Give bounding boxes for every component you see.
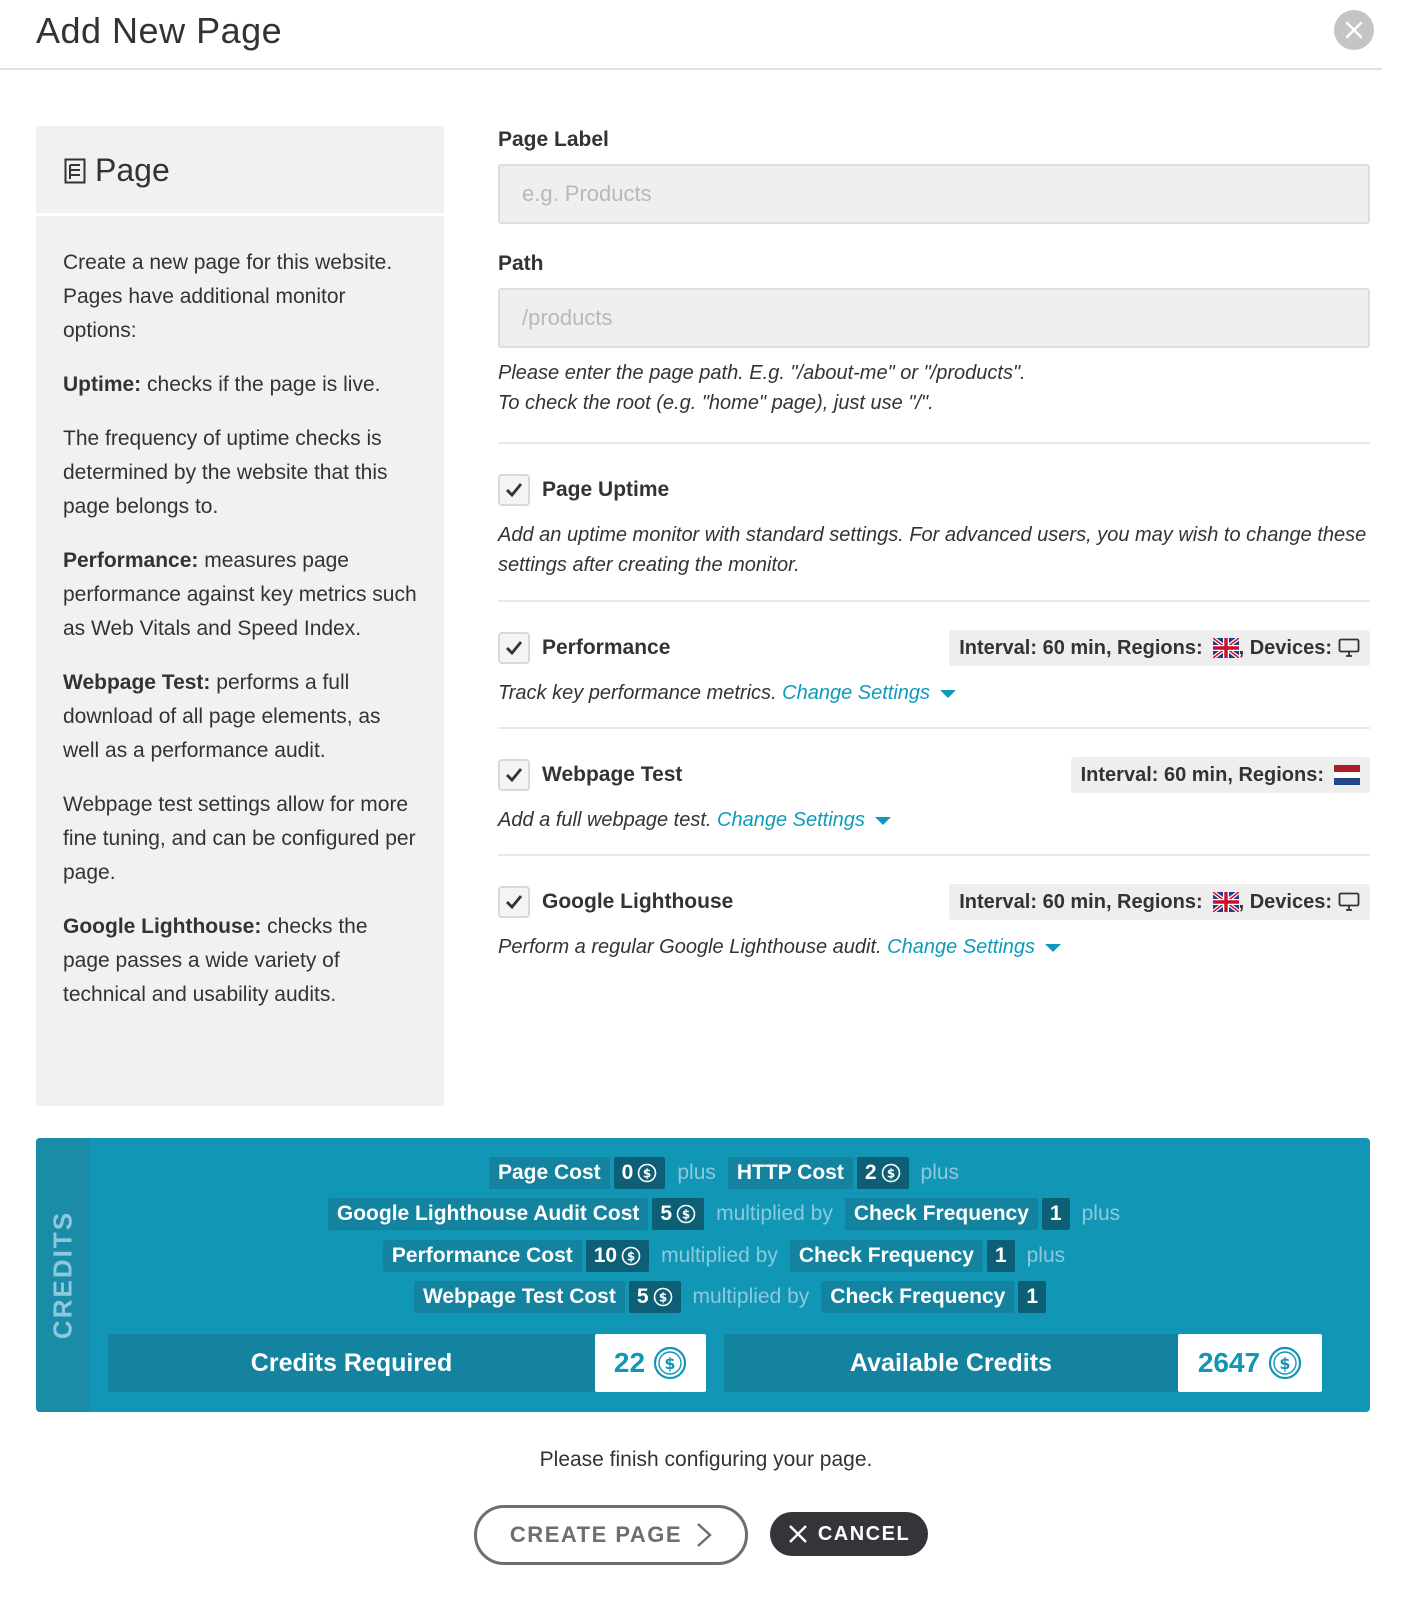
- sidebar-lighthouse: [63, 910, 418, 1012]
- credits-required-number: 22: [613, 1347, 646, 1378]
- close-icon: [1344, 20, 1364, 40]
- create-page-label: CREATE PAGE: [509, 1522, 683, 1547]
- lighthouse-frequency-value: 1: [1042, 1198, 1070, 1230]
- svg-text:$: $: [664, 1354, 676, 1373]
- info-sidebar: [36, 126, 444, 1106]
- webpage-test-interval: Interval: 60 min, Regions:: [1080, 763, 1324, 786]
- uptime-text: checks if the page is live.: [147, 373, 381, 396]
- performance-description: [498, 678, 1370, 708]
- coin-icon: [653, 1346, 687, 1380]
- lighthouse-row: [498, 882, 1370, 922]
- lighthouse-change-settings-link[interactable]: [887, 936, 1061, 958]
- performance-cost-number: 10: [593, 1244, 618, 1267]
- credits-required-label: Credits Required: [250, 1348, 453, 1377]
- sidebar-frequency: The frequency of uptime checks is determined by the website that this page belongs to.: [63, 427, 388, 518]
- path-help-line1: Please enter the page path. E.g. "/about-me" or "/products".: [498, 362, 1026, 384]
- uptime-checkbox[interactable]: [498, 474, 530, 506]
- performance-cost-label: Performance Cost: [383, 1240, 582, 1272]
- lighthouse-description: [498, 932, 1370, 962]
- check-icon: [505, 482, 523, 498]
- lighthouse-label: Google Lighthouse: [542, 890, 734, 913]
- performance-devices: , Devices:: [1238, 636, 1332, 659]
- multiplied-by-operator: multiplied by: [692, 1285, 810, 1308]
- uptime-description: Add an uptime monitor with standard settings. For advanced users, you may wish to change these settings after creating the monitor.: [498, 524, 1367, 576]
- lighthouse-cost-value: [652, 1198, 704, 1230]
- status-message: Please finish configuring your page.: [539, 1448, 873, 1471]
- available-credits-number: 2647: [1197, 1347, 1261, 1378]
- lighthouse-description-text: Perform a regular Google Lighthouse audit.: [498, 936, 882, 958]
- close-button[interactable]: [1334, 10, 1374, 50]
- page-form: [498, 126, 1370, 981]
- performance-change-settings-label: Change Settings: [782, 682, 931, 704]
- performance-checkbox[interactable]: [498, 632, 530, 664]
- webpage-test-checkbox[interactable]: [498, 759, 530, 791]
- available-credits-label: Available Credits: [850, 1348, 1052, 1377]
- lighthouse-section: [498, 854, 1370, 981]
- performance-cost-value: [586, 1240, 649, 1272]
- path-help: [498, 358, 1370, 418]
- desktop-icon: [1338, 892, 1360, 912]
- credits-tab-label: CREDITS: [47, 1210, 78, 1340]
- uptime-row: [498, 470, 1370, 510]
- caret-down-icon: [875, 817, 891, 825]
- performance-interval: Interval: 60 min, Regions:: [959, 636, 1203, 659]
- lighthouse-interval-badge: [949, 884, 1370, 920]
- lighthouse-text: checks the page passes a wide variety of technical and usability audits.: [63, 915, 368, 1006]
- path-input[interactable]: [498, 288, 1370, 348]
- svg-text:$: $: [1279, 1354, 1291, 1373]
- netherlands-flag-icon: [1334, 765, 1360, 785]
- webpage-cost-value: [629, 1281, 681, 1313]
- performance-section: [498, 600, 1370, 727]
- chevron-right-icon: [696, 1522, 712, 1548]
- lighthouse-devices: , Devices:: [1238, 890, 1332, 913]
- sidebar-intro: Create a new page for this website. Pages have additional monitor options:: [63, 251, 393, 342]
- svg-text:$: $: [626, 1249, 636, 1264]
- uk-flag-icon: [1213, 892, 1239, 912]
- available-credits-value: [1178, 1334, 1322, 1392]
- svg-text:$: $: [643, 1166, 652, 1181]
- check-icon: [505, 894, 523, 910]
- coin-icon: [881, 1163, 901, 1183]
- credits-required-value: [595, 1334, 706, 1392]
- plus-operator: plus: [1081, 1202, 1121, 1225]
- credits-row-1: [90, 1157, 1370, 1189]
- performance-label: Performance: [542, 636, 671, 659]
- performance-term: Performance:: [63, 549, 199, 572]
- sidebar-header: [36, 126, 444, 216]
- http-cost-label: HTTP Cost: [728, 1157, 853, 1189]
- sidebar-webpage-settings: Webpage test settings allow for more fine tuning, and can be configured per page.: [63, 793, 416, 884]
- sidebar-performance: [63, 544, 418, 646]
- caret-down-icon: [1045, 944, 1061, 952]
- path-label: Path: [498, 252, 544, 275]
- coin-icon: [653, 1287, 673, 1307]
- uptime-term: Uptime:: [63, 373, 142, 396]
- cancel-button[interactable]: [770, 1512, 928, 1556]
- check-frequency-label: Check Frequency: [821, 1281, 1014, 1313]
- credits-row-4: [90, 1281, 1370, 1313]
- page-icon: [64, 158, 86, 184]
- multiplied-by-operator: multiplied by: [661, 1244, 778, 1267]
- svg-text:$: $: [681, 1207, 691, 1222]
- modal-title: Add New Page: [36, 10, 283, 51]
- lighthouse-interval: Interval: 60 min, Regions:: [959, 890, 1203, 913]
- plus-operator: plus: [677, 1161, 716, 1184]
- webpage-test-section: [498, 727, 1370, 854]
- uptime-section: [498, 442, 1370, 600]
- webpage-test-row: [498, 755, 1370, 795]
- credits-required-bar: [108, 1334, 706, 1392]
- check-icon: [505, 640, 523, 656]
- webpage-frequency-value: 1: [1018, 1281, 1046, 1313]
- page-label-input[interactable]: [498, 164, 1370, 224]
- sidebar-uptime: [63, 368, 418, 402]
- performance-row: [498, 628, 1370, 668]
- webpage-test-change-settings-label: Change Settings: [717, 809, 865, 831]
- credits-tab: [36, 1138, 90, 1412]
- performance-change-settings-link[interactable]: [782, 682, 956, 704]
- webpage-test-description-text: Add a full webpage test.: [498, 809, 712, 831]
- svg-text:$: $: [658, 1290, 667, 1305]
- sidebar-body: [36, 216, 444, 1012]
- webpage-text: performs a full download of all page elements, as well as a performance audit.: [63, 671, 381, 762]
- caret-down-icon: [940, 690, 956, 698]
- coin-icon: [676, 1204, 696, 1224]
- credits-row-2: [90, 1198, 1370, 1230]
- page-label-label: Page Label: [498, 128, 609, 151]
- webpage-test-interval-badge: [1071, 757, 1370, 793]
- page-cost-label: Page Cost: [489, 1157, 610, 1189]
- sidebar-heading: Page: [95, 152, 170, 188]
- check-frequency-label: Check Frequency: [845, 1198, 1038, 1230]
- webpage-cost-label: Webpage Test Cost: [414, 1281, 625, 1313]
- desktop-icon: [1338, 638, 1360, 658]
- cancel-label: CANCEL: [817, 1522, 911, 1545]
- uptime-label: Page Uptime: [542, 478, 670, 501]
- create-page-button[interactable]: [474, 1505, 748, 1565]
- path-help-line2: To check the root (e.g. "home" page), just use "/".: [498, 392, 934, 414]
- performance-description-text: Track key performance metrics.: [498, 682, 777, 704]
- page-cost-number: 0: [621, 1161, 634, 1184]
- page-cost-value: [614, 1157, 666, 1189]
- multiplied-by-operator: multiplied by: [716, 1202, 833, 1225]
- performance-frequency-value: 1: [987, 1240, 1015, 1272]
- webpage-test-change-settings-link[interactable]: [717, 809, 891, 831]
- coin-icon: [637, 1163, 657, 1183]
- plus-operator: plus: [920, 1161, 960, 1184]
- lighthouse-cost-number: 5: [660, 1202, 673, 1225]
- credits-row-3: [90, 1240, 1370, 1272]
- coin-icon: [1268, 1346, 1302, 1380]
- lighthouse-cost-label: Google Lighthouse Audit Cost: [328, 1198, 649, 1230]
- check-frequency-label: Check Frequency: [790, 1240, 983, 1272]
- performance-interval-badge: [949, 630, 1370, 666]
- lighthouse-checkbox[interactable]: [498, 886, 530, 918]
- modal-header: [0, 0, 1382, 70]
- http-cost-number: 2: [864, 1161, 877, 1184]
- svg-text:$: $: [886, 1166, 895, 1181]
- webpage-test-description: [498, 805, 1370, 835]
- webpage-test-label: Webpage Test: [542, 763, 683, 786]
- sidebar-webpage: [63, 666, 418, 768]
- credits-panel: [36, 1138, 1370, 1412]
- performance-text: measures page performance against key metrics such as Web Vitals and Speed Index.: [63, 549, 417, 640]
- coin-icon: [621, 1246, 641, 1266]
- http-cost-value: [857, 1157, 909, 1189]
- close-icon: [788, 1524, 808, 1544]
- available-credits-bar: [724, 1334, 1322, 1392]
- webpage-term: Webpage Test:: [63, 671, 211, 694]
- webpage-cost-number: 5: [636, 1285, 649, 1308]
- plus-operator: plus: [1026, 1244, 1066, 1267]
- uk-flag-icon: [1213, 638, 1239, 658]
- check-icon: [505, 767, 523, 783]
- lighthouse-change-settings-label: Change Settings: [887, 936, 1036, 958]
- lighthouse-term: Google Lighthouse:: [63, 915, 262, 938]
